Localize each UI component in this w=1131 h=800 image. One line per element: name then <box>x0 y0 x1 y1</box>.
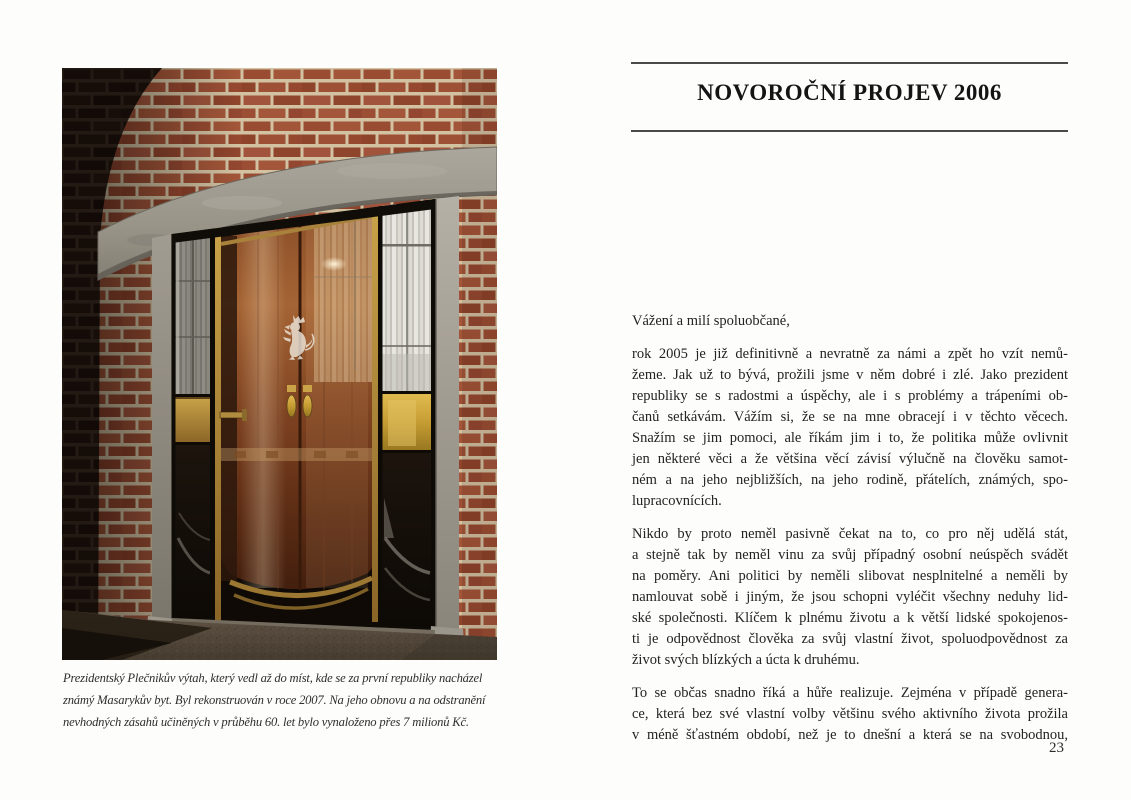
paragraph <box>632 683 1068 746</box>
body-line: v méně šťastném období, než je to dnešní a která se na svobodnou, <box>632 727 1068 743</box>
elevator-doors <box>172 198 435 630</box>
body-line: ské společnosti. Klíčem k plnému životu a k větší lidské spokojenos- <box>632 610 1068 626</box>
body-line: republiky se s radostmi a úspěchy, ale i s problémy a trápeními ob- <box>632 388 1068 404</box>
body-text <box>632 311 1068 758</box>
body-line: a stejně tak by neměl vinu za svůj případný osobní neúspěch svádět <box>632 547 1068 563</box>
page-number: 23 <box>1049 740 1064 756</box>
title-rule-top <box>631 62 1068 64</box>
body-line: jen některé věci a že většina věcí závisí výlučně na člověku samot- <box>632 451 1068 467</box>
elevator-photo <box>62 68 497 660</box>
body-line: čanů setkávám. Vážím si, že se na mne obracejí i v těchto věcech. <box>632 409 1068 425</box>
elevator-photo-svg <box>62 68 497 660</box>
body-line: namlouvat sobě i jiným, že jsou schopni vyléčit všechny neduhy lid- <box>632 589 1068 605</box>
body-line: ném a na jeho nejbližších, na jeho rodině, přátelích, známých, spo- <box>632 472 1068 488</box>
body-line: žeme. Jak už to bývá, prožili jsme v něm dobré i zlé. Jako prezident <box>632 367 1068 383</box>
photo-caption <box>63 667 533 733</box>
caption-line: Prezidentský Plečnikův výtah, který vedl až do míst, kde se za první republiky nacházel <box>63 671 483 685</box>
page-title: NOVOROČNÍ PROJEV 2006 <box>697 80 1002 105</box>
paragraph <box>632 311 1068 332</box>
body-line: Vážení a milí spoluobčané, <box>632 313 790 329</box>
body-line: ti je odpovědnost člověka za svůj vlastní život, spoluodpovědnost za <box>632 631 1068 647</box>
lamp-reflection <box>321 257 347 271</box>
body-line: Nikdo by proto neměl pasivně čekat na to, co pro něj udělá stát, <box>632 526 1068 542</box>
left-sidelight <box>172 231 214 623</box>
body-line: ce, která bez své vlastní volby většinu svého aktivního života prožila <box>632 706 1068 722</box>
right-sidelight <box>379 198 435 630</box>
caption-line: známý Masarykův byt. Byl rekonstruován v roce 2007. Na jeho obnovu a na odstranění <box>63 693 486 707</box>
body-line: život svých blízkých a úcta k druhému. <box>632 652 860 668</box>
title-rule-bottom <box>631 130 1068 132</box>
body-line: rok 2005 je již definitivně a nevratně za námi a zpět ho vzít nemů- <box>632 346 1068 362</box>
body-line: lupracovnících. <box>632 493 722 509</box>
body-line: To se občas snadno říká a hůře realizuje. Zejména v případě genera- <box>632 685 1068 701</box>
body-line: na poměry. Ani politici by neměli slibovat nesplnitelné a neměli by <box>632 568 1068 584</box>
body-line: Snažím se jim pomoci, ale říkám jim i to, že politika může ovlivnit <box>632 430 1068 446</box>
caption-line: nevhodných zásahů učiněných v průběhu 60. let bylo vynaloženo přes 7 milionů Kč. <box>63 715 469 729</box>
paragraph <box>632 344 1068 512</box>
paragraph <box>632 524 1068 671</box>
